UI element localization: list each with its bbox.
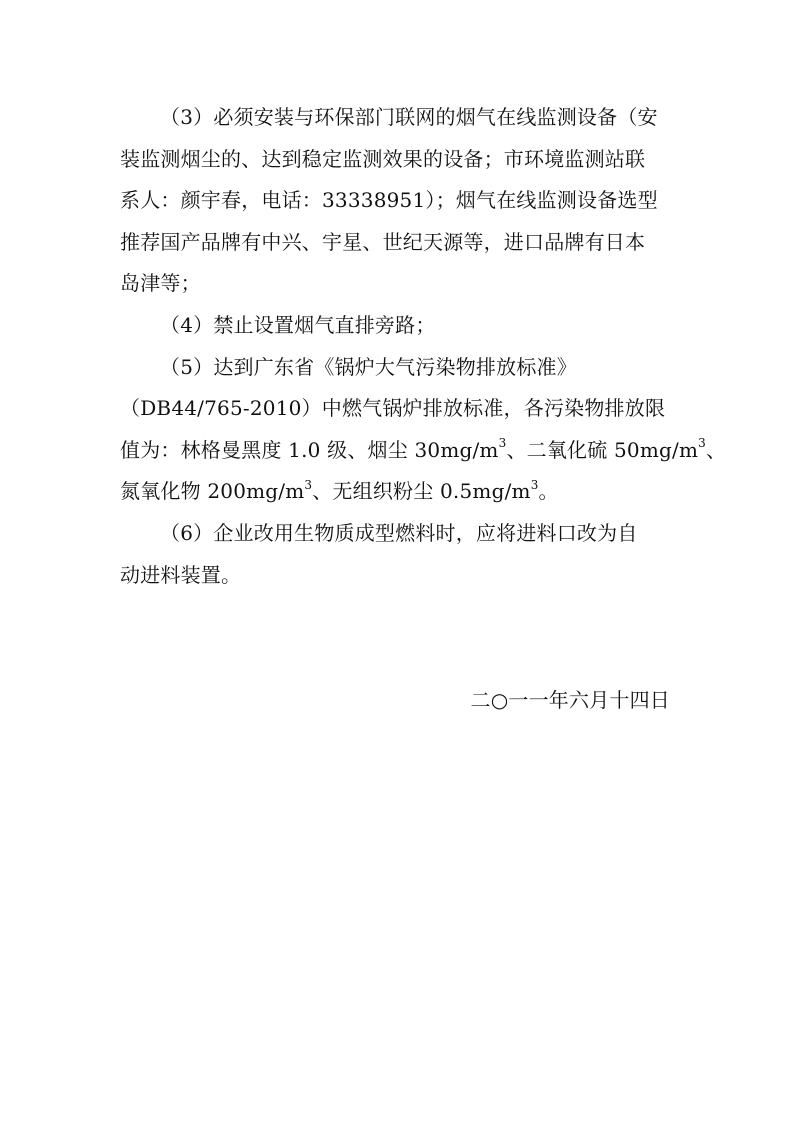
emission-limits-part-1: 值为：林格曼黑度 1.0 级、烟尘 30mg/m xyxy=(120,437,499,462)
superscript-3: 3 xyxy=(698,436,706,451)
emission-limits-part-6: 。 xyxy=(538,479,559,504)
paragraph-item-6 xyxy=(120,513,675,596)
paragraph-item-4 xyxy=(120,305,675,347)
paragraph-4-line-1: （4）禁止设置烟气直排旁路； xyxy=(160,312,436,337)
paragraph-3-line-2: 装监测烟尘的、达到稳定监测效果的设备；市环境监测站联 xyxy=(120,146,646,171)
emission-limits-part-4: 氮氧化物 200mg/m xyxy=(120,479,305,504)
paragraph-3-line-3: 系人：颜宇春，电话：33338951）；烟气在线监测设备选型 xyxy=(120,188,658,213)
emission-limits-part-3: 、 xyxy=(705,437,727,462)
paragraph-item-5 xyxy=(120,347,727,513)
paragraph-6-line-1: （6）企业改用生物质成型燃料时，应将进料口改为自 xyxy=(160,520,638,545)
paragraph-5-line-4 xyxy=(120,471,675,513)
paragraph-3-line-4: 推荐国产品牌有中兴、宇星、世纪天源等，进口品牌有日本 xyxy=(120,229,646,254)
emission-limits-part-2: 、二氧化硫 50mg/m xyxy=(506,437,699,462)
superscript-3: 3 xyxy=(304,477,313,492)
paragraph-3-line-5: 岛津等； xyxy=(120,271,201,296)
paragraph-5-line-2: （DB44/765-2010）中燃气锅炉排放标准，各污染物排放限 xyxy=(120,396,666,421)
document-date: 二○一一年六月十四日 xyxy=(470,688,670,712)
superscript-3: 3 xyxy=(498,436,507,451)
paragraph-item-3 xyxy=(120,97,675,305)
superscript-3: 3 xyxy=(530,477,539,492)
paragraph-3-line-1: （3）必须安装与环保部门联网的烟气在线监测设备（安 xyxy=(160,105,658,129)
body-text xyxy=(120,97,727,596)
paragraph-5-line-1: （5）达到广东省《锅炉大气污染物排放标准》 xyxy=(160,354,577,379)
paragraph-5-line-3 xyxy=(120,430,727,472)
paragraph-6-line-2: 动进料装置。 xyxy=(120,562,242,587)
emission-limits-part-5: 、无组织粉尘 0.5mg/m xyxy=(312,479,531,504)
